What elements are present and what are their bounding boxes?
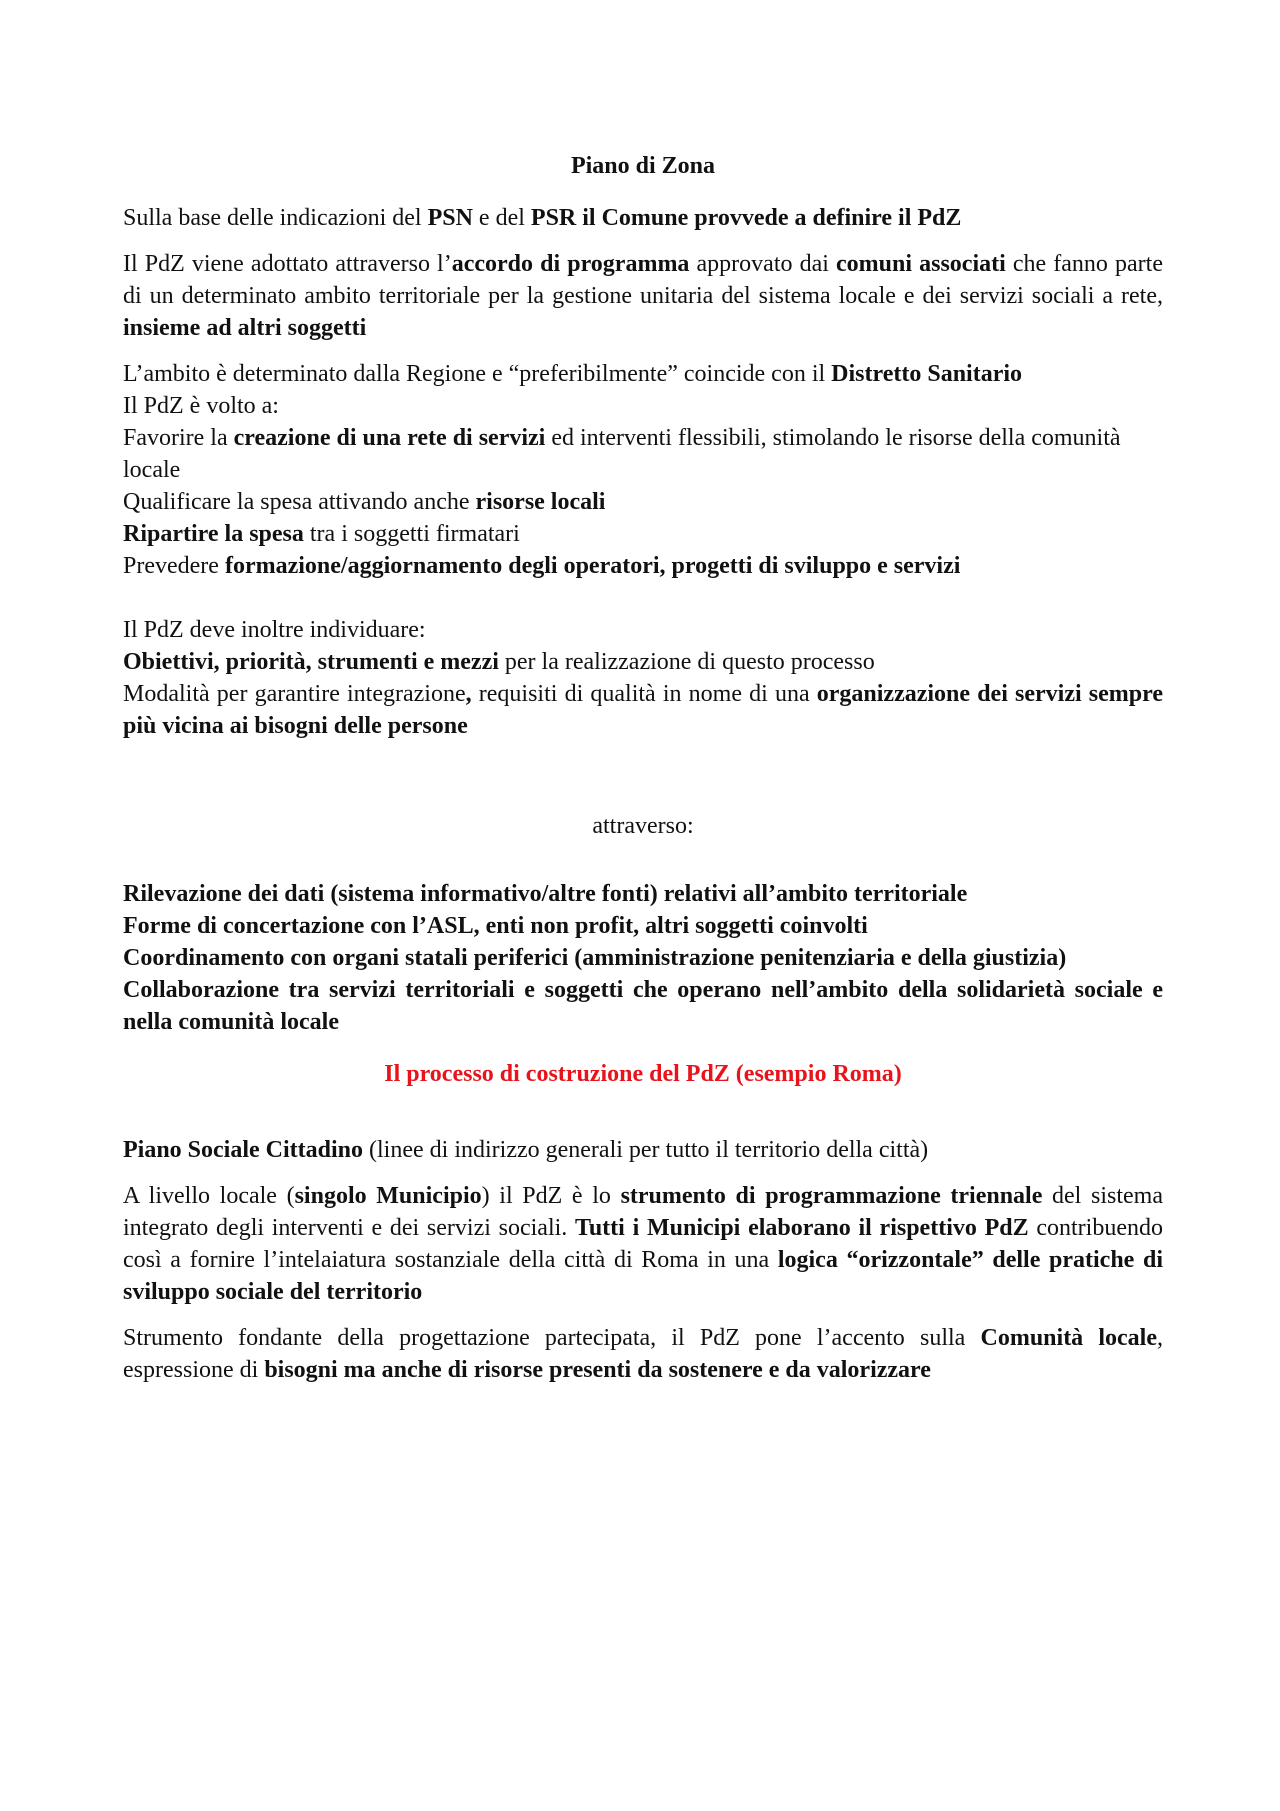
paragraph-piano-sociale: Piano Sociale Cittadino (linee di indirizzo generali per tutto il territorio della città) <box>123 1137 929 1163</box>
document-page <box>123 150 1163 1400</box>
line-ambito: L’ambito è determinato dalla Regione e “preferibilmente” coincide con il Distretto Sanitario <box>123 361 1023 387</box>
page-title: Piano di Zona <box>570 153 716 179</box>
line-volto: Il PdZ è volto a: <box>123 393 279 419</box>
line-obiettivi: Obiettivi, priorità, strumenti e mezzi per la realizzazione di questo processo <box>123 649 875 675</box>
paragraph-livello-locale: A livello locale (singolo Municipio) il PdZ è lo strumento di programmazione triennale del sistema integrato degli interventi e dei servizi sociali. Tutti i Municipi elaborano il rispettivo PdZ contribuendo così a fornire l’intelaiatura sostanziale della città di Roma in una logica “orizzontale” delle pratiche di sviluppo sociale del territorio <box>123 1183 1163 1305</box>
list-item: Rilevazione dei dati (sistema informativo/altre fonti) relativi all’ambito territoriale <box>123 881 968 907</box>
list-item: Forme di concertazione con l’ASL, enti non profit, altri soggetti coinvolti <box>123 913 868 939</box>
line-modalita: Modalità per garantire integrazione, requisiti di qualità in nome di una organizzazione dei servizi sempre più vicina ai bisogni delle persone <box>123 681 1163 739</box>
bold-list <box>123 878 1163 1038</box>
attraverso-label: attraverso: <box>592 813 694 839</box>
line-ripartire: Ripartire la spesa tra i soggetti firmatari <box>123 521 520 547</box>
paragraph-individuare <box>123 614 1163 742</box>
list-item: Collaborazione tra servizi territoriali e soggetti che operano nell’ambito della solidarietà sociale e nella comunità locale <box>123 977 1163 1035</box>
section-subtitle: Il processo di costruzione del PdZ (esempio Roma) <box>384 1061 902 1087</box>
paragraph-accordo: Il PdZ viene adottato attraverso l’accordo di programma approvato dai comuni associati che fanno parte di un determinato ambito territoriale per la gestione unitaria del sistema locale e dei servizi sociali a rete, insieme ad altri soggetti <box>123 251 1163 341</box>
line-prevedere: Prevedere formazione/aggiornamento degli operatori, progetti di sviluppo e servizi <box>123 553 961 579</box>
line-qualificare: Qualificare la spesa attivando anche risorse locali <box>123 489 606 515</box>
list-item: Coordinamento con organi statali periferici (amministrazione penitenziaria e della giustizia) <box>123 945 1067 971</box>
line-individuare: Il PdZ deve inoltre individuare: <box>123 617 426 643</box>
paragraph-ambito <box>123 358 1163 582</box>
line-favorire: Favorire la creazione di una rete di servizi ed interventi flessibili, stimolando le risorse della comunità locale <box>123 425 1121 483</box>
paragraph-strumento: Strumento fondante della progettazione partecipata, il PdZ pone l’accento sulla Comunità locale, espressione di bisogni ma anche di risorse presenti da sostenere e da valorizzare <box>123 1325 1163 1383</box>
paragraph-psn-psr: Sulla base delle indicazioni del PSN e del PSR il Comune provvede a definire il PdZ <box>123 205 962 231</box>
